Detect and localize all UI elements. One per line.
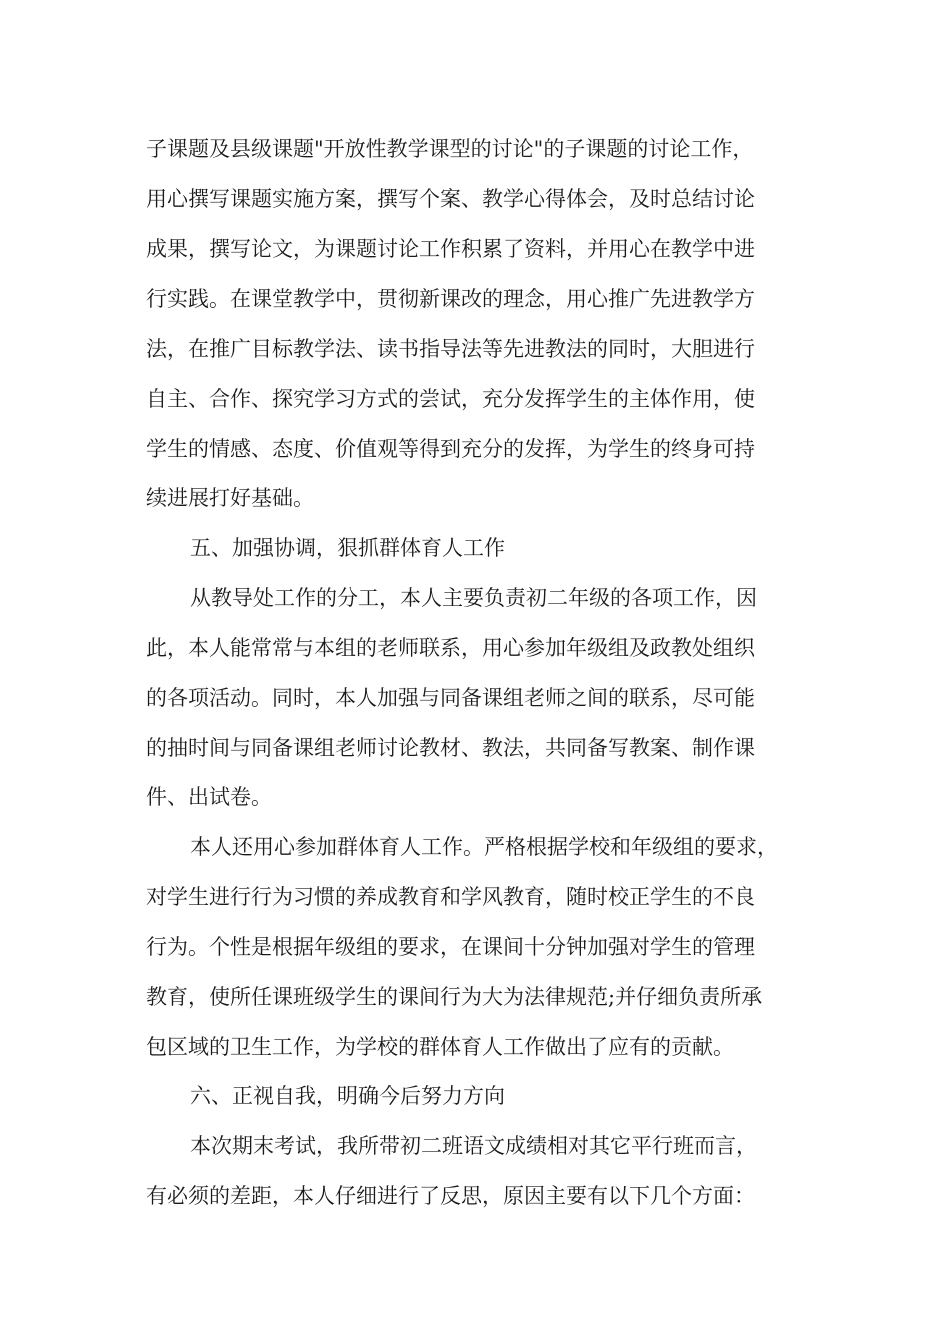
- body-text-line: 用心撰写课题实施方案，撰写个案、教学心得体会，及时总结讨论: [146, 187, 755, 211]
- body-text-line: 行为。个性是根据年级组的要求，在课间十分钟加强对学生的管理: [146, 935, 755, 959]
- body-text-line: 子课题及县级课题"开放性教学课型的讨论"的子课题的讨论工作，: [146, 137, 754, 161]
- body-text-line: 的各项活动。同时，本人加强与同备课组老师之间的联系，尽可能: [146, 686, 755, 710]
- section-heading: 五、加强协调，狠抓群体育人工作: [190, 536, 505, 560]
- body-text-line: 件、出试卷。: [146, 785, 272, 809]
- body-text-line: 成果，撰写论文，为课题讨论工作积累了资料，并用心在教学中进: [146, 237, 755, 261]
- body-text-line: 法，在推广目标教学法、读书指导法等先进教法的同时，大胆进行: [146, 337, 755, 361]
- body-text-line: 包区域的卫生工作，为学校的群体育人工作做出了应有的贡献。: [146, 1035, 734, 1059]
- section-heading: 六、正视自我，明确今后努力方向: [190, 1084, 505, 1108]
- body-text-line: 本人还用心参加群体育人工作。严格根据学校和年级组的要求，: [190, 835, 778, 859]
- body-text-line: 的抽时间与同备课组老师讨论教材、教法，共同备写教案、制作课: [146, 736, 755, 760]
- body-text-line: 本次期末考试，我所带初二班语文成绩相对其它平行班而言，: [190, 1134, 757, 1158]
- body-text-line: 教育，使所任课班级学生的课间行为大为法律规范;并仔细负责所承: [146, 985, 763, 1009]
- body-text-line: 有必须的差距，本人仔细进行了反思，原因主要有以下几个方面：: [146, 1184, 755, 1208]
- body-text-line: 行实践。在课堂教学中，贯彻新课改的理念，用心推广先进教学方: [146, 287, 755, 311]
- body-text-line: 对学生进行行为习惯的养成教育和学风教育，随时校正学生的不良: [146, 885, 755, 909]
- body-text-line: 此，本人能常常与本组的老师联系，用心参加年级组及政教处组织: [146, 636, 755, 660]
- body-text-line: 从教导处工作的分工，本人主要负责初二年级的各项工作，因: [190, 586, 757, 610]
- body-text-line: 续进展打好基础。: [146, 486, 314, 510]
- body-text-line: 自主、合作、探究学习方式的尝试，充分发挥学生的主体作用，使: [146, 387, 755, 411]
- body-text-line: 学生的情感、态度、价值观等得到充分的发挥，为学生的终身可持: [146, 437, 755, 461]
